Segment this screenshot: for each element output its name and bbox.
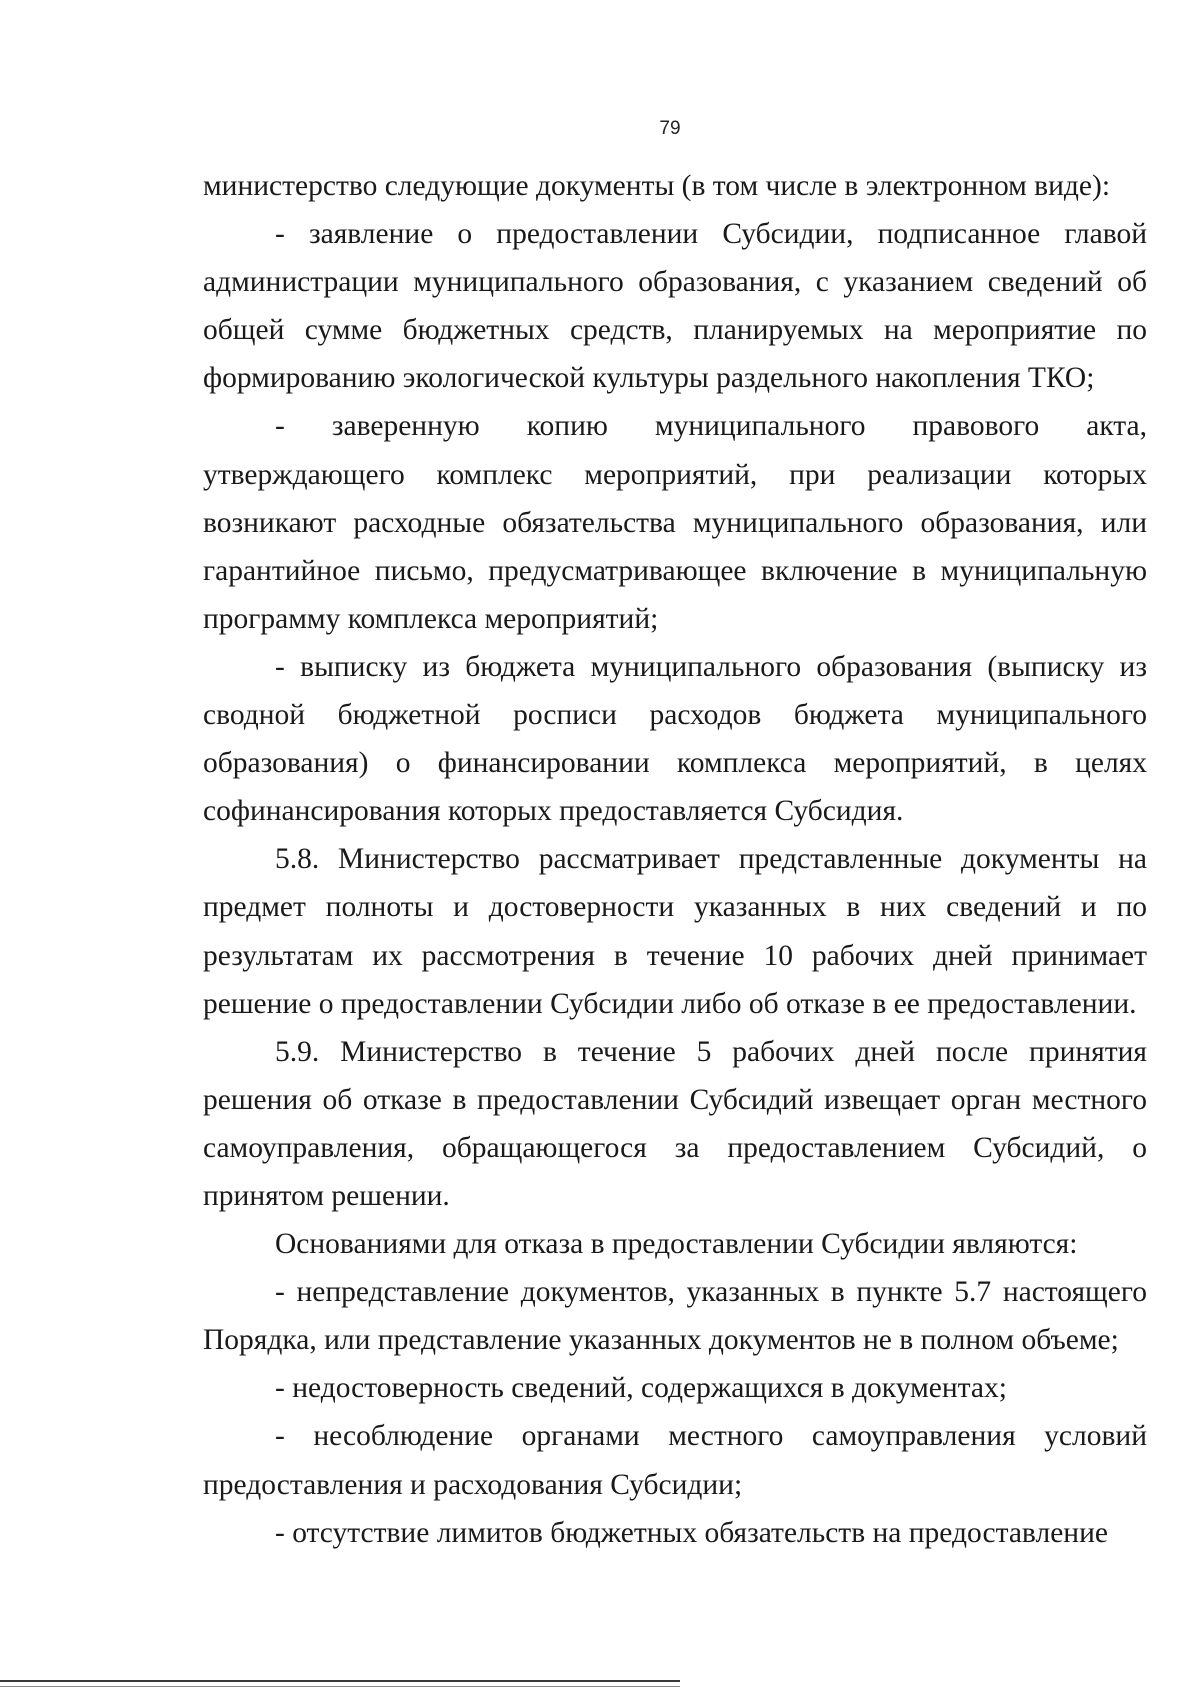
paragraph-continuation: министерство следующие документы (в том числе в электронном виде): (203, 170, 1111, 202)
list-item-budget-extract: - выписку из бюджета муниципального образования (выписку из сводной бюджетной росписи расходов бюджета муниципального образования) о финансировании комплекса мероприятий, в целях софинансирования которых предоставляется Субсидия. (203, 650, 1147, 828)
clause-5-9: 5.9. Министерство в течение 5 рабочих дней после принятия решения об отказе в предоставлении Субсидий извещает орган местного самоуправления, обращающегося за предоставлением Субсидий, о принятом решении. (203, 1035, 1147, 1212)
list-item-no-limits: - отсутствие лимитов бюджетных обязательств на предоставление (275, 1516, 1108, 1549)
clause-5-8: 5.8. Министерство рассматривает представленные документы на предмет полноты и достоверности указанных в них сведений и по результатам их рассмотрения в течение 10 рабочих дней принимает решение о предоставлении Субсидии либо об отказе в ее предоставлении. (203, 843, 1147, 1020)
list-item-application: - заявление о предоставлении Субсидии, подписанное главой администрации муниципального образования, с указанием сведений об общей сумме бюджетных средств, планируемых на мероприятие по формированию экологической культуры раздельного накопления ТКО; (203, 218, 1147, 395)
refusal-grounds-heading: Основаниями для отказа в предоставлении Субсидии являются: (275, 1228, 1078, 1261)
bottom-scan-rule-thin (0, 1686, 680, 1687)
bottom-scan-rule (0, 1680, 680, 1682)
list-item-inaccurate-info: - недостоверность сведений, содержащихся в документах; (275, 1372, 1007, 1405)
list-item-noncompliance: - несоблюдение органами местного самоуправления условий предоставления и расходования Субсидии; (203, 1420, 1147, 1501)
list-item-legal-act-copy: - заверенную копию муниципального правового акта, утверждающего комплекс мероприятий, при реализации которых возникают расходные обязательства муниципального образования, или гарантийное письмо, предусматривающее включение в муниципальную программу комплекса мероприятий; (203, 410, 1147, 635)
page-number: 79 (659, 118, 681, 139)
document-body (203, 162, 1147, 1557)
list-item-missing-documents: - непредставление документов, указанных в пункте 5.7 настоящего Порядка, или представление указанных документов не в полном объеме; (203, 1276, 1147, 1357)
